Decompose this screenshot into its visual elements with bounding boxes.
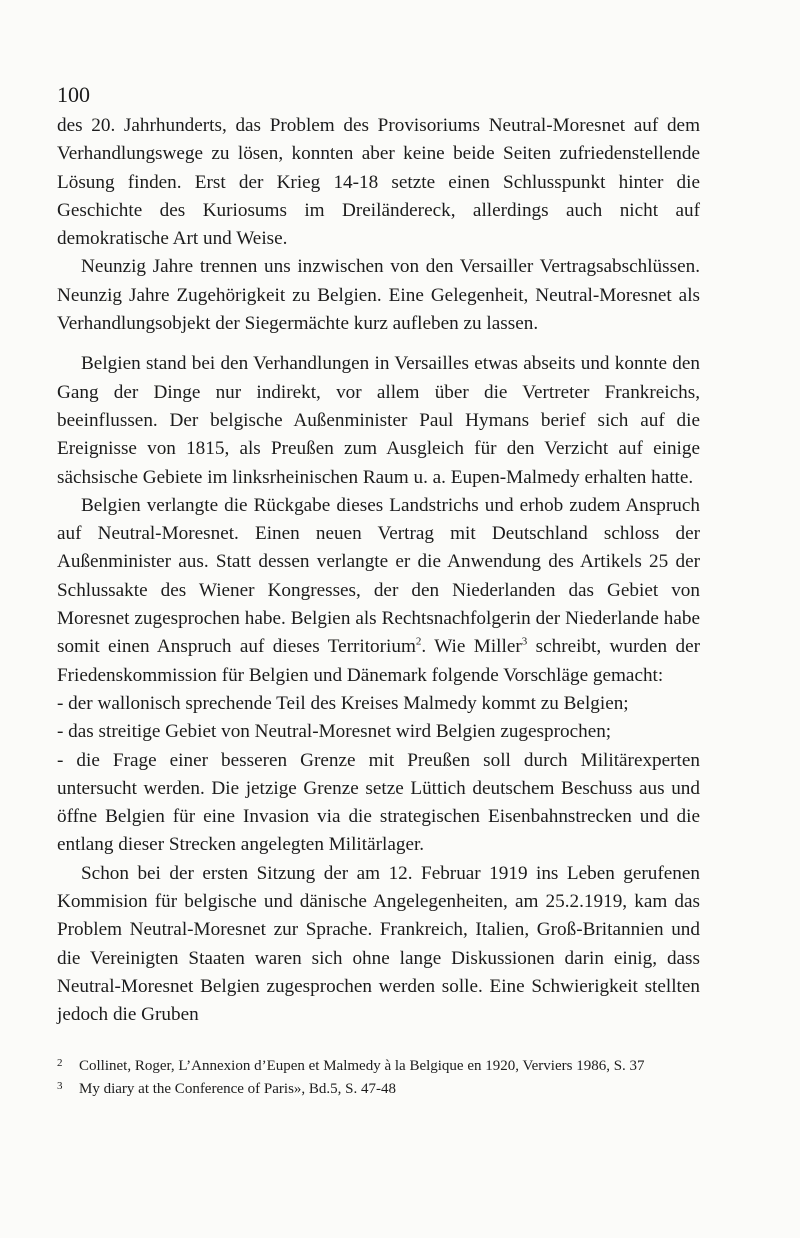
- footnote-number: 3: [57, 1079, 63, 1092]
- paragraph-2: Neunzig Jahre trennen uns inzwischen von den Versailler Vertragsabschlüssen. Neunzig Jahre Zugehörigkeit zu Belgien. Eine Gelegenheit, Neutral-Moresnet als Verhandlungsobjekt der Siegermächte kurz aufleben zu lassen.: [57, 256, 700, 335]
- paragraph-4-text-a: Belgien verlangte die Rückgabe dieses Landstrichs und erhob zudem Anspruch auf Neutral-Moresnet. Einen neuen Vertrag mit Deutschland schloss der Außenminister aus. Statt dessen verlangte er die Anwendung des Artikels 25 der Schlussakte des Wiener Kongresses, der den Niederlanden das Gebiet von Moresnet zugesprochen habe. Belgien als Rechtsnachfolgerin der Niederlande habe somit einen Anspruch auf dieses Territorium: [57, 494, 700, 658]
- paragraph-4-text-b: . Wie Miller: [421, 636, 522, 658]
- footnote-text: My diary at the Conference of Paris», Bd.5, S. 47-48: [79, 1080, 397, 1097]
- list-item: - die Frage einer besseren Grenze mit Preußen soll durch Militärexperten untersucht werden. Die jetzige Grenze setze Lüttich deutschem Beschuss aus und öffne Belgien für eine Invasion via die strategischen Eisenbahnstrecken und die entlang dieser Strecken angelegten Militärlager.: [57, 749, 700, 856]
- paragraph-4-text-c: schreibt, wurden der Friedenskommission für Belgien und Dänemark folgende Vorschläge gemacht:: [57, 636, 700, 686]
- paragraph-1: des 20. Jahrhunderts, das Problem des Provisoriums Neutral-Moresnet auf dem Verhandlungswege zu lösen, konnten aber keine beide Seiten zufriedenstellende Lösung finden. Erst der Krieg 14-18 setzte einen Schlusspunkt hinter die Geschichte des Kuriosums im Dreiländereck, allerdings auch nicht auf demokratische Art und Weise.: [57, 115, 700, 250]
- body-text: [57, 112, 700, 1030]
- book-page: [57, 80, 700, 1099]
- footnote: [57, 1079, 700, 1099]
- footnote: [57, 1056, 700, 1076]
- paragraph-3: Belgien stand bei den Verhandlungen in Versailles etwas abseits und konnte den Gang der Dinge nur indirekt, vor allem über die Vertreter Frankreichs, beeinflussen. Der belgische Außenminister Paul Hymans berief sich auf die Ereignisse von 1815, als Preußen zum Ausgleich für den Verzicht auf einige sächsische Gebiete im linksrheinischen Raum u. a. Eupen-Malmedy erhalten hatte.: [57, 353, 700, 488]
- footnote-number: 2: [57, 1056, 63, 1069]
- footnote-ref-3: 3: [521, 635, 528, 648]
- footnote-ref-2: 2: [415, 635, 422, 648]
- footnote-text: Collinet, Roger, L’Annexion d’Eupen et Malmedy à la Belgique en 1920, Verviers 1986, S. 37: [79, 1057, 645, 1074]
- list-item: - der wallonisch sprechende Teil des Kreises Malmedy kommt zu Belgien;: [57, 692, 629, 714]
- page-number: 100: [57, 82, 90, 107]
- list-item: - das streitige Gebiet von Neutral-Moresnet wird Belgien zugesprochen;: [57, 721, 612, 743]
- paragraph-4: [57, 492, 700, 690]
- paragraph-5: Schon bei der ersten Sitzung der am 12. Februar 1919 ins Leben gerufenen Kommision für belgische und dänische Angelegenheiten, am 25.2.1919, kam das Problem Neutral-Moresnet zur Sprache. Frankreich, Italien, Groß-Britannien und die Vereinigten Staaten waren sich ohne lange Diskussionen darin einig, dass Neutral-Moresnet Belgien zugesprochen werden solle. Eine Schwierigkeit stellten jedoch die Gruben: [57, 862, 700, 1026]
- footnotes: [57, 1056, 700, 1099]
